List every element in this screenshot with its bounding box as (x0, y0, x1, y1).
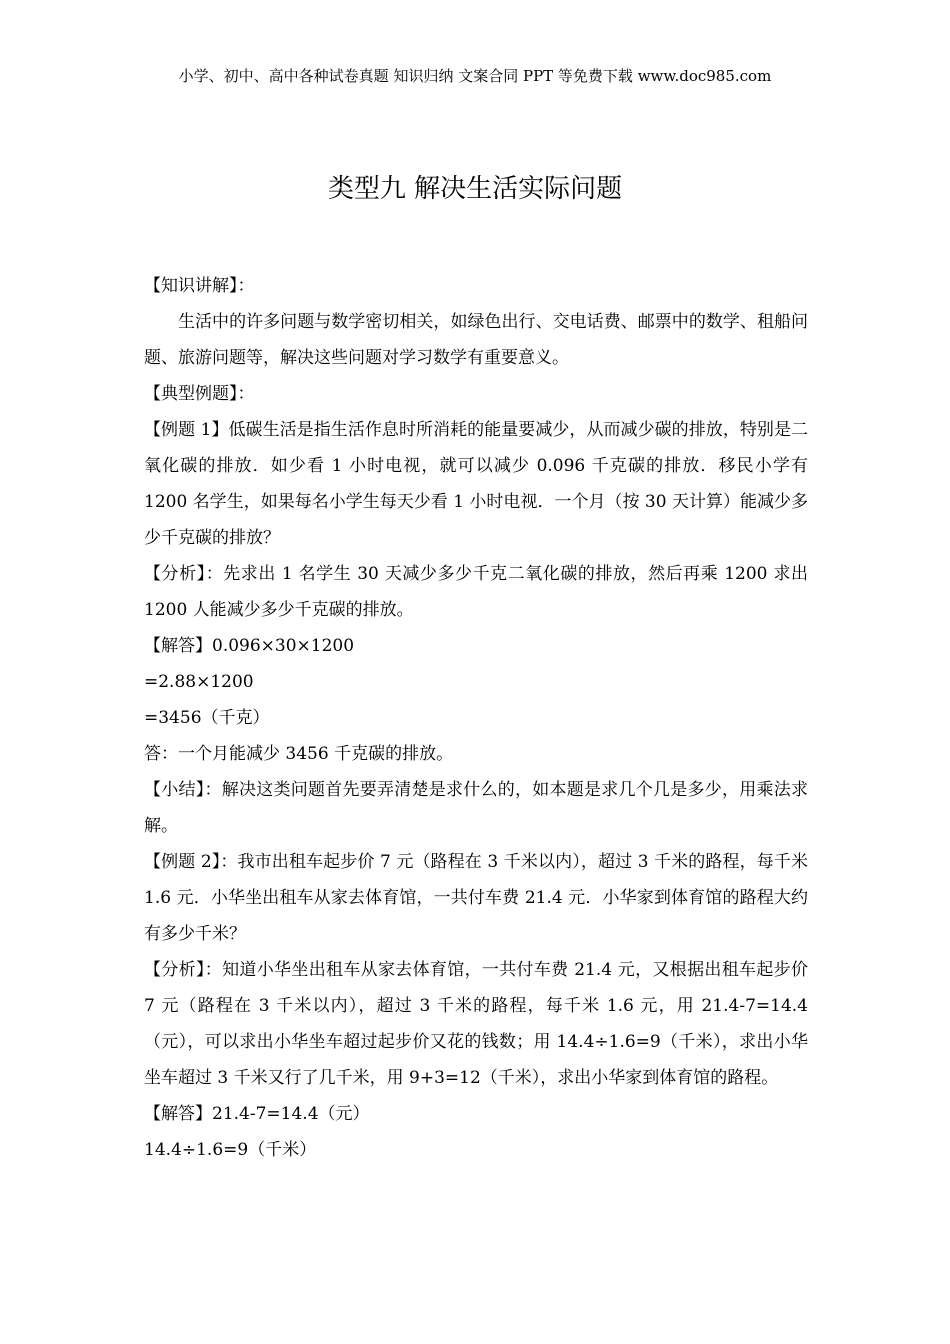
example1-answer: 答：一个月能减少 3456 千克碳的排放。 (144, 744, 454, 764)
knowledge-text: 生活中的许多问题与数学密切相关，如绿色出行、交电话费、邮票中的数学、租船问题、旅游问题等，解决这些问题对学习数学有重要意义。 (144, 312, 808, 368)
example2-solution-line: 14.4÷1.6=9（千米） (144, 1140, 317, 1160)
example1-analysis: 【分析】：先求出 1 名学生 30 天减少多少千克二氧化碳的排放，然后再乘 1200 求出 1200 人能减少多少千克碳的排放。 (144, 564, 808, 620)
example1-solution-line: 【解答】0.096×30×1200 (144, 636, 355, 656)
example1-solution-line: =3456（千克） (144, 708, 270, 728)
page-title: 类型九 解决生活实际问题 (327, 174, 623, 205)
examples-heading: 【典型例题】： (144, 384, 255, 404)
example2-solution-line: 【解答】21.4-7=14.4（元） (144, 1104, 370, 1124)
example2-analysis: 【分析】：知道小华坐出租车从家去体育馆，一共付车费 21.4 元，又根据出租车起步价 7 元（路程在 3 千米以内），超过 3 千米的路程，每千米 1.6 元，用 21.4-7=14.4（元），可以求出小华坐车超过起步价又花的钱数；用 14.4÷1.6=9（千米），求出小华坐车超过 3 千米又行了几千米，用 9+3=12（千米），求出小华家到体育馆的路程。 (144, 960, 808, 1088)
example1-question: 【例题 1】低碳生活是指生活作息时所消耗的能量要减少，从而减少碳的排放，特别是二氧化碳的排放．如少看 1 小时电视，就可以减少 0.096 千克碳的排放．移民小学有 1200 名学生，如果每名小学生每天少看 1 小时电视．一个月（按 30 天计算）能减少多少千克碳的排放？ (144, 420, 808, 548)
example1-solution-line: =2.88×1200 (144, 672, 254, 692)
example2-question: 【例题 2】：我市出租车起步价 7 元（路程在 3 千米以内），超过 3 千米的路程，每千米 1.6 元．小华坐出租车从家去体育馆，一共付车费 21.4 元．小华家到体育馆的路程大约有多少千米？ (144, 852, 808, 944)
knowledge-heading: 【知识讲解】： (144, 276, 255, 296)
header-note: 小学、初中、高中各种试卷真题 知识归纳 文案合同 PPT 等免费下载 www.doc985.com (178, 67, 772, 85)
example1-summary: 【小结】：解决这类问题首先要弄清楚是求什么的，如本题是求几个几是多少，用乘法求解。 (144, 780, 808, 836)
document-body (144, 268, 808, 1168)
